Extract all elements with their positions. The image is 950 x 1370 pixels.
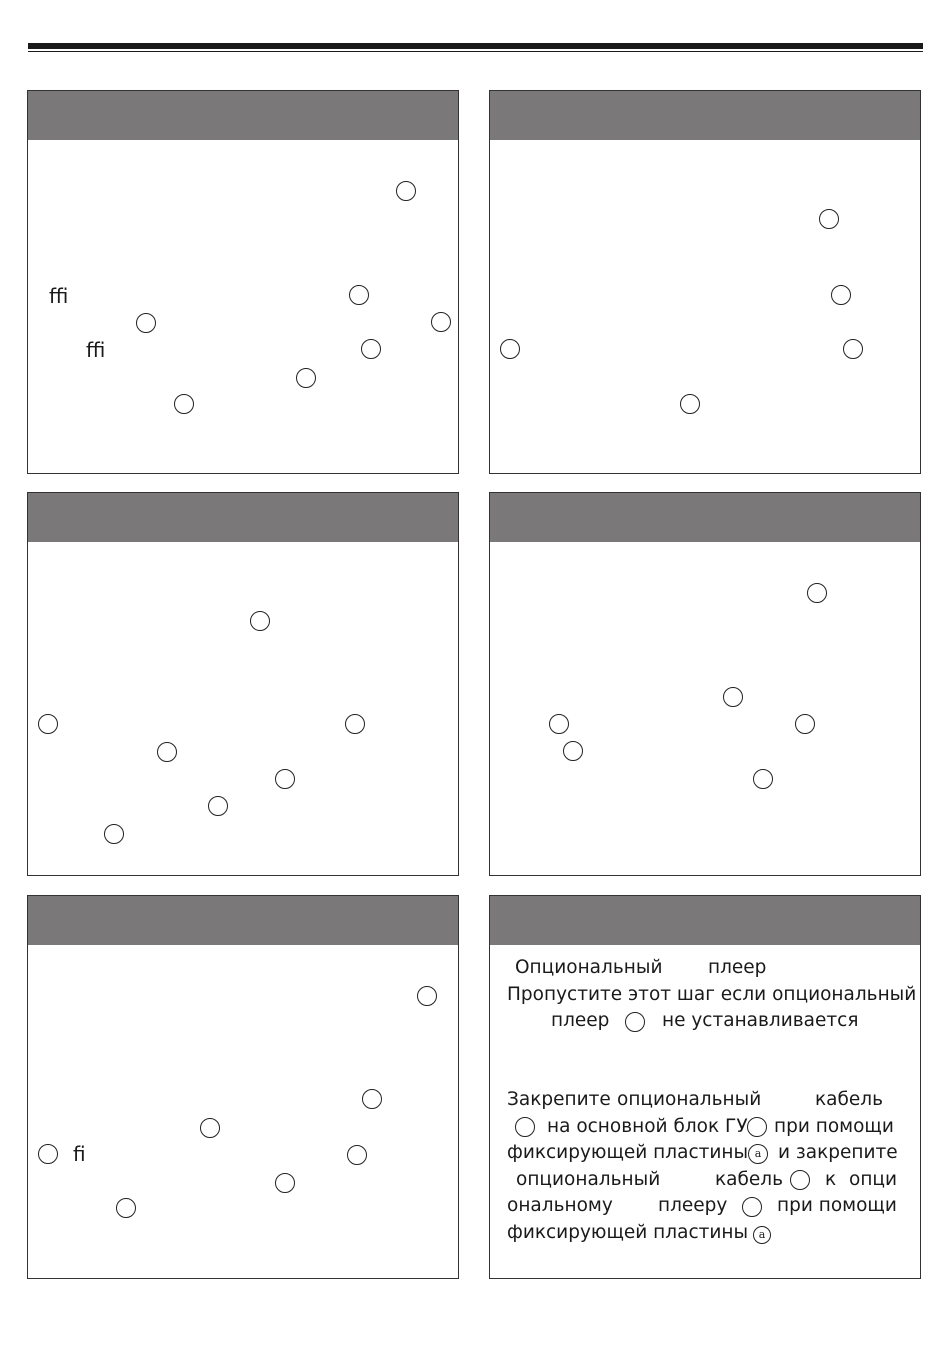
callout-marker [250,611,270,631]
panel-4 [489,492,921,876]
panel-3 [27,492,459,876]
callout-marker [625,1012,645,1032]
panel-2 [489,90,921,474]
callout-marker [843,339,863,359]
callout-marker [753,769,773,789]
callout-marker [795,714,815,734]
ligature-glyph: ﬃ [49,284,69,308]
panel-6-text: не устанавливается [662,1010,859,1031]
panel-2-header [490,91,920,140]
panel-1 [27,90,459,474]
callout-marker [200,1118,220,1138]
callout-marker [362,1089,382,1109]
callout-marker [515,1117,535,1137]
callout-marker-a: a [753,1226,771,1244]
panel-6-text: к [825,1169,837,1190]
callout-marker [296,368,316,388]
callout-marker [345,714,365,734]
callout-marker [831,285,851,305]
panel-6-text: Пропустите этот шаг если опциональный [507,984,917,1005]
panel-6-text: плеер [708,957,767,978]
callout-marker [349,285,369,305]
callout-marker [116,1198,136,1218]
callout-marker [38,714,58,734]
panel-6-text: при помощи [774,1116,894,1137]
panel-6-text: опци [849,1169,898,1190]
panel-6-text: и закрепите [778,1142,898,1163]
callout-marker [38,1144,58,1164]
panel-6-text: плеер [551,1010,610,1031]
panel-6-text: опциональный [617,1089,762,1110]
callout-marker [361,339,381,359]
callout-marker [174,394,194,414]
panel-6-text: на основной блок ГУ [547,1116,748,1137]
panel-5 [27,895,459,1279]
callout-marker [431,312,451,332]
callout-marker [136,313,156,333]
panel-6 [489,895,921,1279]
top-rule-thick [28,43,923,49]
panel-6-text: плееру [658,1195,728,1216]
callout-marker [500,339,520,359]
callout-marker [747,1117,767,1137]
ligature-glyph: ﬃ [86,338,106,362]
panel-5-header [28,896,458,945]
callout-marker [723,687,743,707]
panel-6-text: фиксирующей пластины [507,1142,749,1163]
callout-marker [563,741,583,761]
panel-6-text: при помощи [777,1195,897,1216]
callout-marker [680,394,700,414]
panel-6-text: опциональный [516,1169,661,1190]
panel-6-text: Опциональный [515,957,663,978]
callout-marker [275,769,295,789]
callout-marker [790,1170,810,1190]
callout-marker [549,714,569,734]
panel-6-text: Закрепите [507,1089,611,1110]
panel-3-header [28,493,458,542]
panel-6-text: кабель [815,1089,884,1110]
panel-6-text: кабель [715,1169,784,1190]
panel-4-header [490,493,920,542]
callout-marker [104,824,124,844]
panel-6-header [490,896,920,945]
panel-6-text: фиксирующей пластины [507,1222,749,1243]
callout-marker [275,1173,295,1193]
callout-marker [807,583,827,603]
callout-marker [208,796,228,816]
callout-marker [819,209,839,229]
callout-marker [396,181,416,201]
panel-1-header [28,91,458,140]
callout-marker [742,1197,762,1217]
callout-marker [347,1145,367,1165]
callout-marker [417,986,437,1006]
panel-6-text: ональному [507,1195,613,1216]
top-rule-thin [28,51,923,52]
ligature-glyph: ﬁ [73,1142,86,1166]
callout-marker [157,742,177,762]
callout-marker-a: a [748,1144,768,1164]
